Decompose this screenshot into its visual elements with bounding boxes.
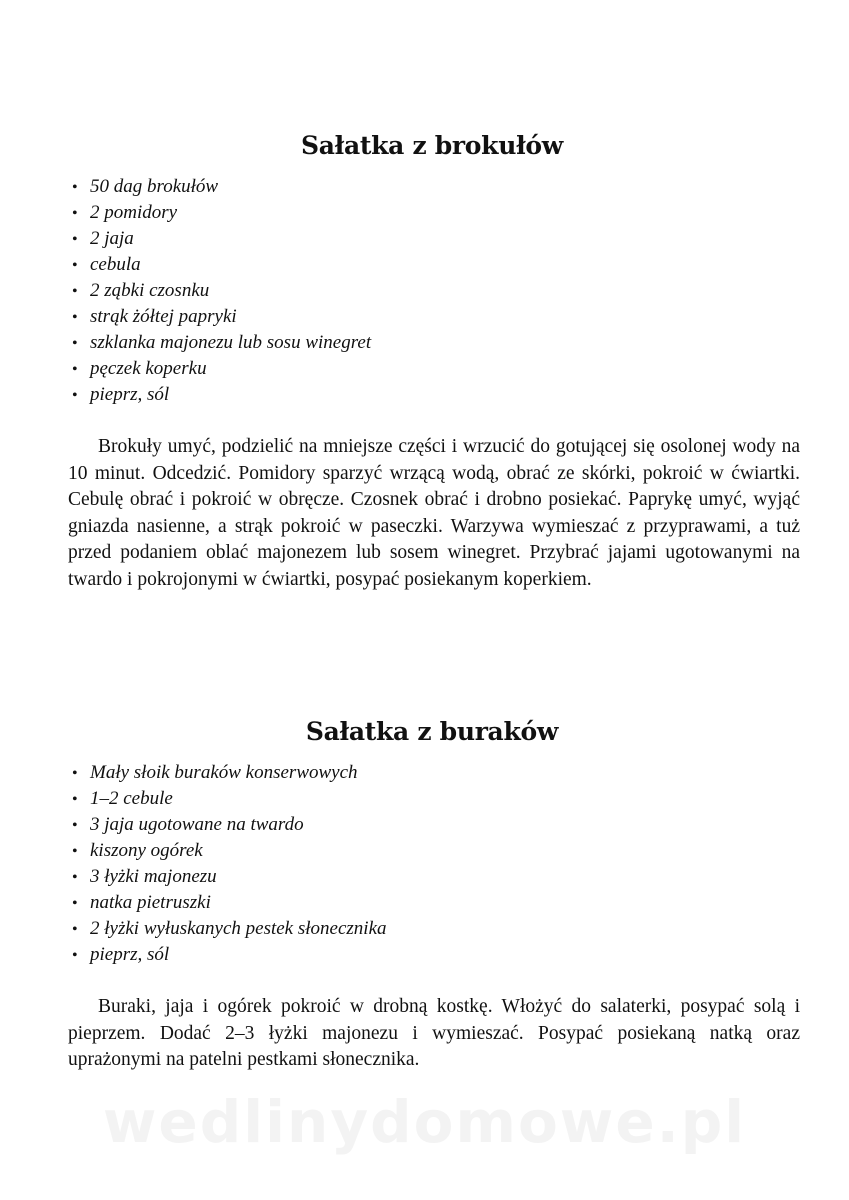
ingredient-item bbox=[72, 760, 800, 786]
recipe-title: Sałatka z brokułów bbox=[301, 131, 563, 160]
ingredient-text: 2 ząbki czosnku bbox=[90, 280, 210, 301]
ingredient-list bbox=[68, 174, 800, 408]
ingredient-text: 1–2 cebule bbox=[90, 788, 173, 809]
ingredient-item bbox=[72, 226, 800, 252]
ingredient-text: 50 dag brokułów bbox=[90, 176, 219, 197]
recipe-broccoli-salad bbox=[68, 128, 800, 593]
bullet: • bbox=[72, 309, 78, 326]
ingredient-item bbox=[72, 382, 800, 408]
bullet: • bbox=[72, 231, 78, 248]
ingredient-text: 3 łyżki majonezu bbox=[90, 866, 217, 887]
bullet: • bbox=[72, 283, 78, 300]
ingredient-text: cebula bbox=[90, 254, 141, 275]
ingredient-text: pieprz, sól bbox=[90, 384, 170, 405]
ingredient-text: kiszony ogórek bbox=[90, 840, 203, 861]
ingredient-item bbox=[72, 252, 800, 278]
ingredient-text: 3 jaja ugotowane na twardo bbox=[90, 814, 304, 835]
ingredient-item bbox=[72, 200, 800, 226]
ingredient-item bbox=[72, 838, 800, 864]
ingredient-item bbox=[72, 890, 800, 916]
ingredient-item bbox=[72, 786, 800, 812]
bullet: • bbox=[72, 817, 78, 834]
recipe-instructions bbox=[68, 994, 800, 1074]
ingredient-text: Mały słoik buraków konserwowych bbox=[90, 762, 358, 783]
instructions-text: Buraki, jaja i ogórek pokroić w drobną kostkę. Włożyć do salaterki, posypać solą i pieprzem. Dodać 2–3 łyżki majonezu i wymieszać. Posypać posiekaną natką oraz uprażonymi na patelni pestkami słonecznika. bbox=[68, 996, 800, 1070]
ingredient-list bbox=[68, 760, 800, 968]
bullet: • bbox=[72, 765, 78, 782]
ingredient-item bbox=[72, 864, 800, 890]
bullet: • bbox=[72, 335, 78, 352]
bullet: • bbox=[72, 361, 78, 378]
ingredient-text: 2 łyżki wyłuskanych pestek słonecznika bbox=[90, 918, 387, 939]
ingredient-item bbox=[72, 812, 800, 838]
ingredient-text: pęczek koperku bbox=[90, 358, 207, 379]
ingredient-text: 2 jaja bbox=[90, 228, 134, 249]
bullet: • bbox=[72, 921, 78, 938]
recipe-instructions bbox=[68, 434, 800, 593]
ingredient-text: strąk żółtej papryki bbox=[90, 306, 237, 327]
bullet: • bbox=[72, 387, 78, 404]
ingredient-text: szklanka majonezu lub sosu winegret bbox=[90, 332, 372, 353]
recipe-beet-salad bbox=[68, 714, 800, 1074]
ingredient-item bbox=[72, 330, 800, 356]
ingredient-item bbox=[72, 304, 800, 330]
ingredient-text: pieprz, sól bbox=[90, 944, 170, 965]
bullet: • bbox=[72, 205, 78, 222]
watermark: wedlinydomowe.pl bbox=[102, 1088, 747, 1156]
ingredient-text: 2 pomidory bbox=[90, 202, 178, 223]
ingredient-item bbox=[72, 174, 800, 200]
ingredient-text: natka pietruszki bbox=[90, 892, 211, 913]
ingredient-item bbox=[72, 356, 800, 382]
bullet: • bbox=[72, 869, 78, 886]
ingredient-item bbox=[72, 942, 800, 968]
ingredient-item bbox=[72, 916, 800, 942]
bullet: • bbox=[72, 257, 78, 274]
bullet: • bbox=[72, 791, 78, 808]
instructions-text: Brokuły umyć, podzielić na mniejsze części i wrzucić do gotującej się osolonej wody na 10 minut. Odcedzić. Pomidory sparzyć wrzącą wodą, obrać ze skórki, pokroić w ćwiartki. Cebulę obrać i pokroić w obręcze. Czosnek obrać i drobno posiekać. Paprykę umyć, wyjąć gniazda nasienne, a strąk pokroić w paseczki. Warzywa wymieszać z przyprawami, a tuż przed podaniem oblać majonezem lub sosem winegret. Przybrać jajami ugotowanymi na twardo i pokrojonymi w ćwiartki, posypać posiekanym koperkiem. bbox=[68, 436, 800, 590]
recipe-title: Sałatka z buraków bbox=[305, 717, 559, 746]
ingredient-item bbox=[72, 278, 800, 304]
bullet: • bbox=[72, 843, 78, 860]
bullet: • bbox=[72, 895, 78, 912]
bullet: • bbox=[72, 947, 78, 964]
bullet: • bbox=[72, 179, 78, 196]
